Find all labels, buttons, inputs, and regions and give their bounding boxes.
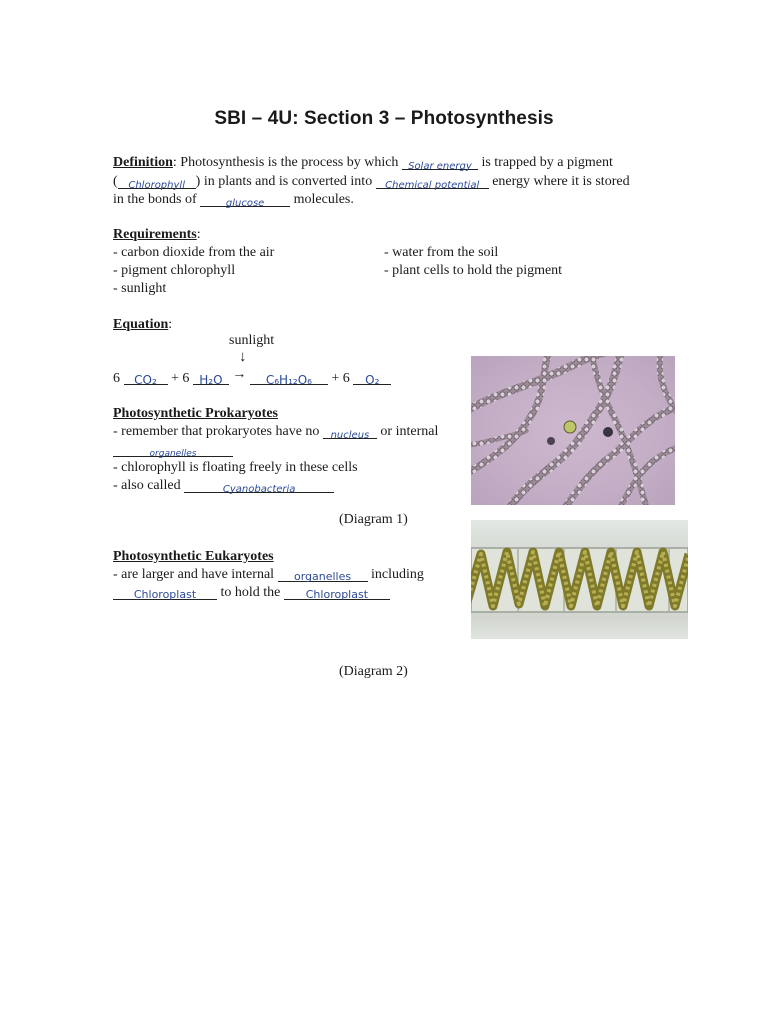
answer-organelles: organelles <box>149 449 197 459</box>
definition-text-4: energy where it is stored <box>492 174 630 189</box>
eukaryotes-text-2: including <box>371 567 424 582</box>
diagram-1-cyanobacteria-image <box>471 356 675 505</box>
diagram-2-spirogyra-image <box>471 520 688 639</box>
answer-organelles-2: organelles <box>293 570 352 583</box>
prokaryotes-text-3: - also called <box>113 478 181 493</box>
answer-co2: CO₂ <box>134 373 157 387</box>
answer-blank-co2 <box>124 369 168 385</box>
equation-line <box>113 369 391 388</box>
paren-open: ( <box>113 174 118 189</box>
down-arrow-icon: ↓ <box>239 349 247 365</box>
answer-glucose-formula: C₆H₁₂O₆ <box>265 373 312 387</box>
answer-blank-glucose <box>200 191 290 207</box>
answer-blank-chemical-potential <box>376 173 489 189</box>
page-title: SBI – 4U: Section 3 – Photosynthesis <box>214 108 554 129</box>
answer-blank-nucleus <box>323 423 377 439</box>
answer-blank-chlorophyll <box>118 173 196 189</box>
equation-heading <box>113 316 172 334</box>
answer-blank-glucose-formula <box>250 369 328 385</box>
answer-blank-h2o <box>193 369 229 385</box>
requirement-item: - sunlight <box>113 281 167 296</box>
answer-h2o: H₂O <box>199 373 223 387</box>
eukaryotes-text-1: - are larger and have internal <box>113 567 275 582</box>
prokaryotes-heading: Photosynthetic Prokaryotes <box>113 406 278 421</box>
answer-chloroplast-2: Chloroplast <box>305 588 369 601</box>
answer-nucleus: nucleus <box>330 430 370 441</box>
equation-colon: : <box>168 317 173 332</box>
eukaryotes-line-2 <box>113 584 390 602</box>
reaction-arrow-icon: → <box>232 367 247 382</box>
definition-line-3 <box>113 191 354 209</box>
plus-6-b: + 6 <box>331 371 350 386</box>
answer-blank-cyanobacteria <box>184 477 334 493</box>
coefficient-1: 6 <box>113 371 120 386</box>
requirement-item: - carbon dioxide from the air <box>113 245 275 260</box>
answer-glucose: glucose <box>225 198 265 209</box>
requirement-item: - pigment chlorophyll <box>113 263 236 278</box>
plus-6-a: + 6 <box>171 371 190 386</box>
definition-label: Definition <box>113 155 173 170</box>
spirogyra-illustration <box>471 520 688 639</box>
eukaryotes-heading: Photosynthetic Eukaryotes <box>113 549 274 564</box>
requirement-item: - plant cells to hold the pigment <box>384 263 563 278</box>
diagram-2-caption: (Diagram 2) <box>339 664 408 679</box>
prokaryotes-line-4 <box>113 477 334 495</box>
answer-chlorophyll: Chlorophyll <box>128 180 185 191</box>
answer-blank-chloroplast-2 <box>284 584 390 600</box>
definition-line-1 <box>113 154 613 172</box>
answer-blank-chloroplast-1 <box>113 584 217 600</box>
requirement-item: - water from the soil <box>384 245 499 260</box>
answer-blank-o2 <box>353 369 391 385</box>
prokaryotes-line-3: - chlorophyll is floating freely in these cells <box>113 460 358 475</box>
definition-text-2: is trapped by a pigment <box>481 155 613 170</box>
answer-cyanobacteria: Cyanobacteria <box>222 484 296 495</box>
answer-chloroplast-1: Chloroplast <box>133 588 197 601</box>
definition-text-5: in the bonds of <box>113 192 197 207</box>
prokaryotes-text-1: - remember that prokaryotes have no <box>113 424 320 439</box>
answer-blank-organelles-2 <box>278 566 368 582</box>
equation-label: Equation <box>113 317 169 332</box>
definition-text-3: ) in plants and is converted into <box>195 174 373 189</box>
requirements-colon: : <box>196 227 201 242</box>
definition-text-1: Photosynthesis is the process by which <box>176 155 399 170</box>
sunlight-label: sunlight <box>229 333 275 348</box>
definition-text-6: molecules. <box>293 192 354 207</box>
prokaryotes-line-1 <box>113 423 438 441</box>
answer-blank-solar-energy <box>402 154 478 170</box>
answer-blank-organelles <box>113 441 233 457</box>
eukaryotes-text-3: to hold the <box>220 585 281 600</box>
definition-line-2 <box>113 173 630 191</box>
eukaryotes-line-1 <box>113 566 424 584</box>
definition-colon: : <box>172 155 177 170</box>
diagram-1-caption: (Diagram 1) <box>339 512 408 527</box>
requirements-heading <box>113 226 201 244</box>
prokaryotes-text-2: or internal <box>380 424 439 439</box>
answer-chemical-potential: Chemical potential <box>385 180 480 191</box>
answer-solar-energy: Solar energy <box>408 161 472 172</box>
prokaryotes-line-2 <box>113 441 233 459</box>
cyanobacteria-illustration <box>471 356 675 505</box>
answer-o2: O₂ <box>365 373 380 387</box>
requirements-label: Requirements <box>113 227 197 242</box>
